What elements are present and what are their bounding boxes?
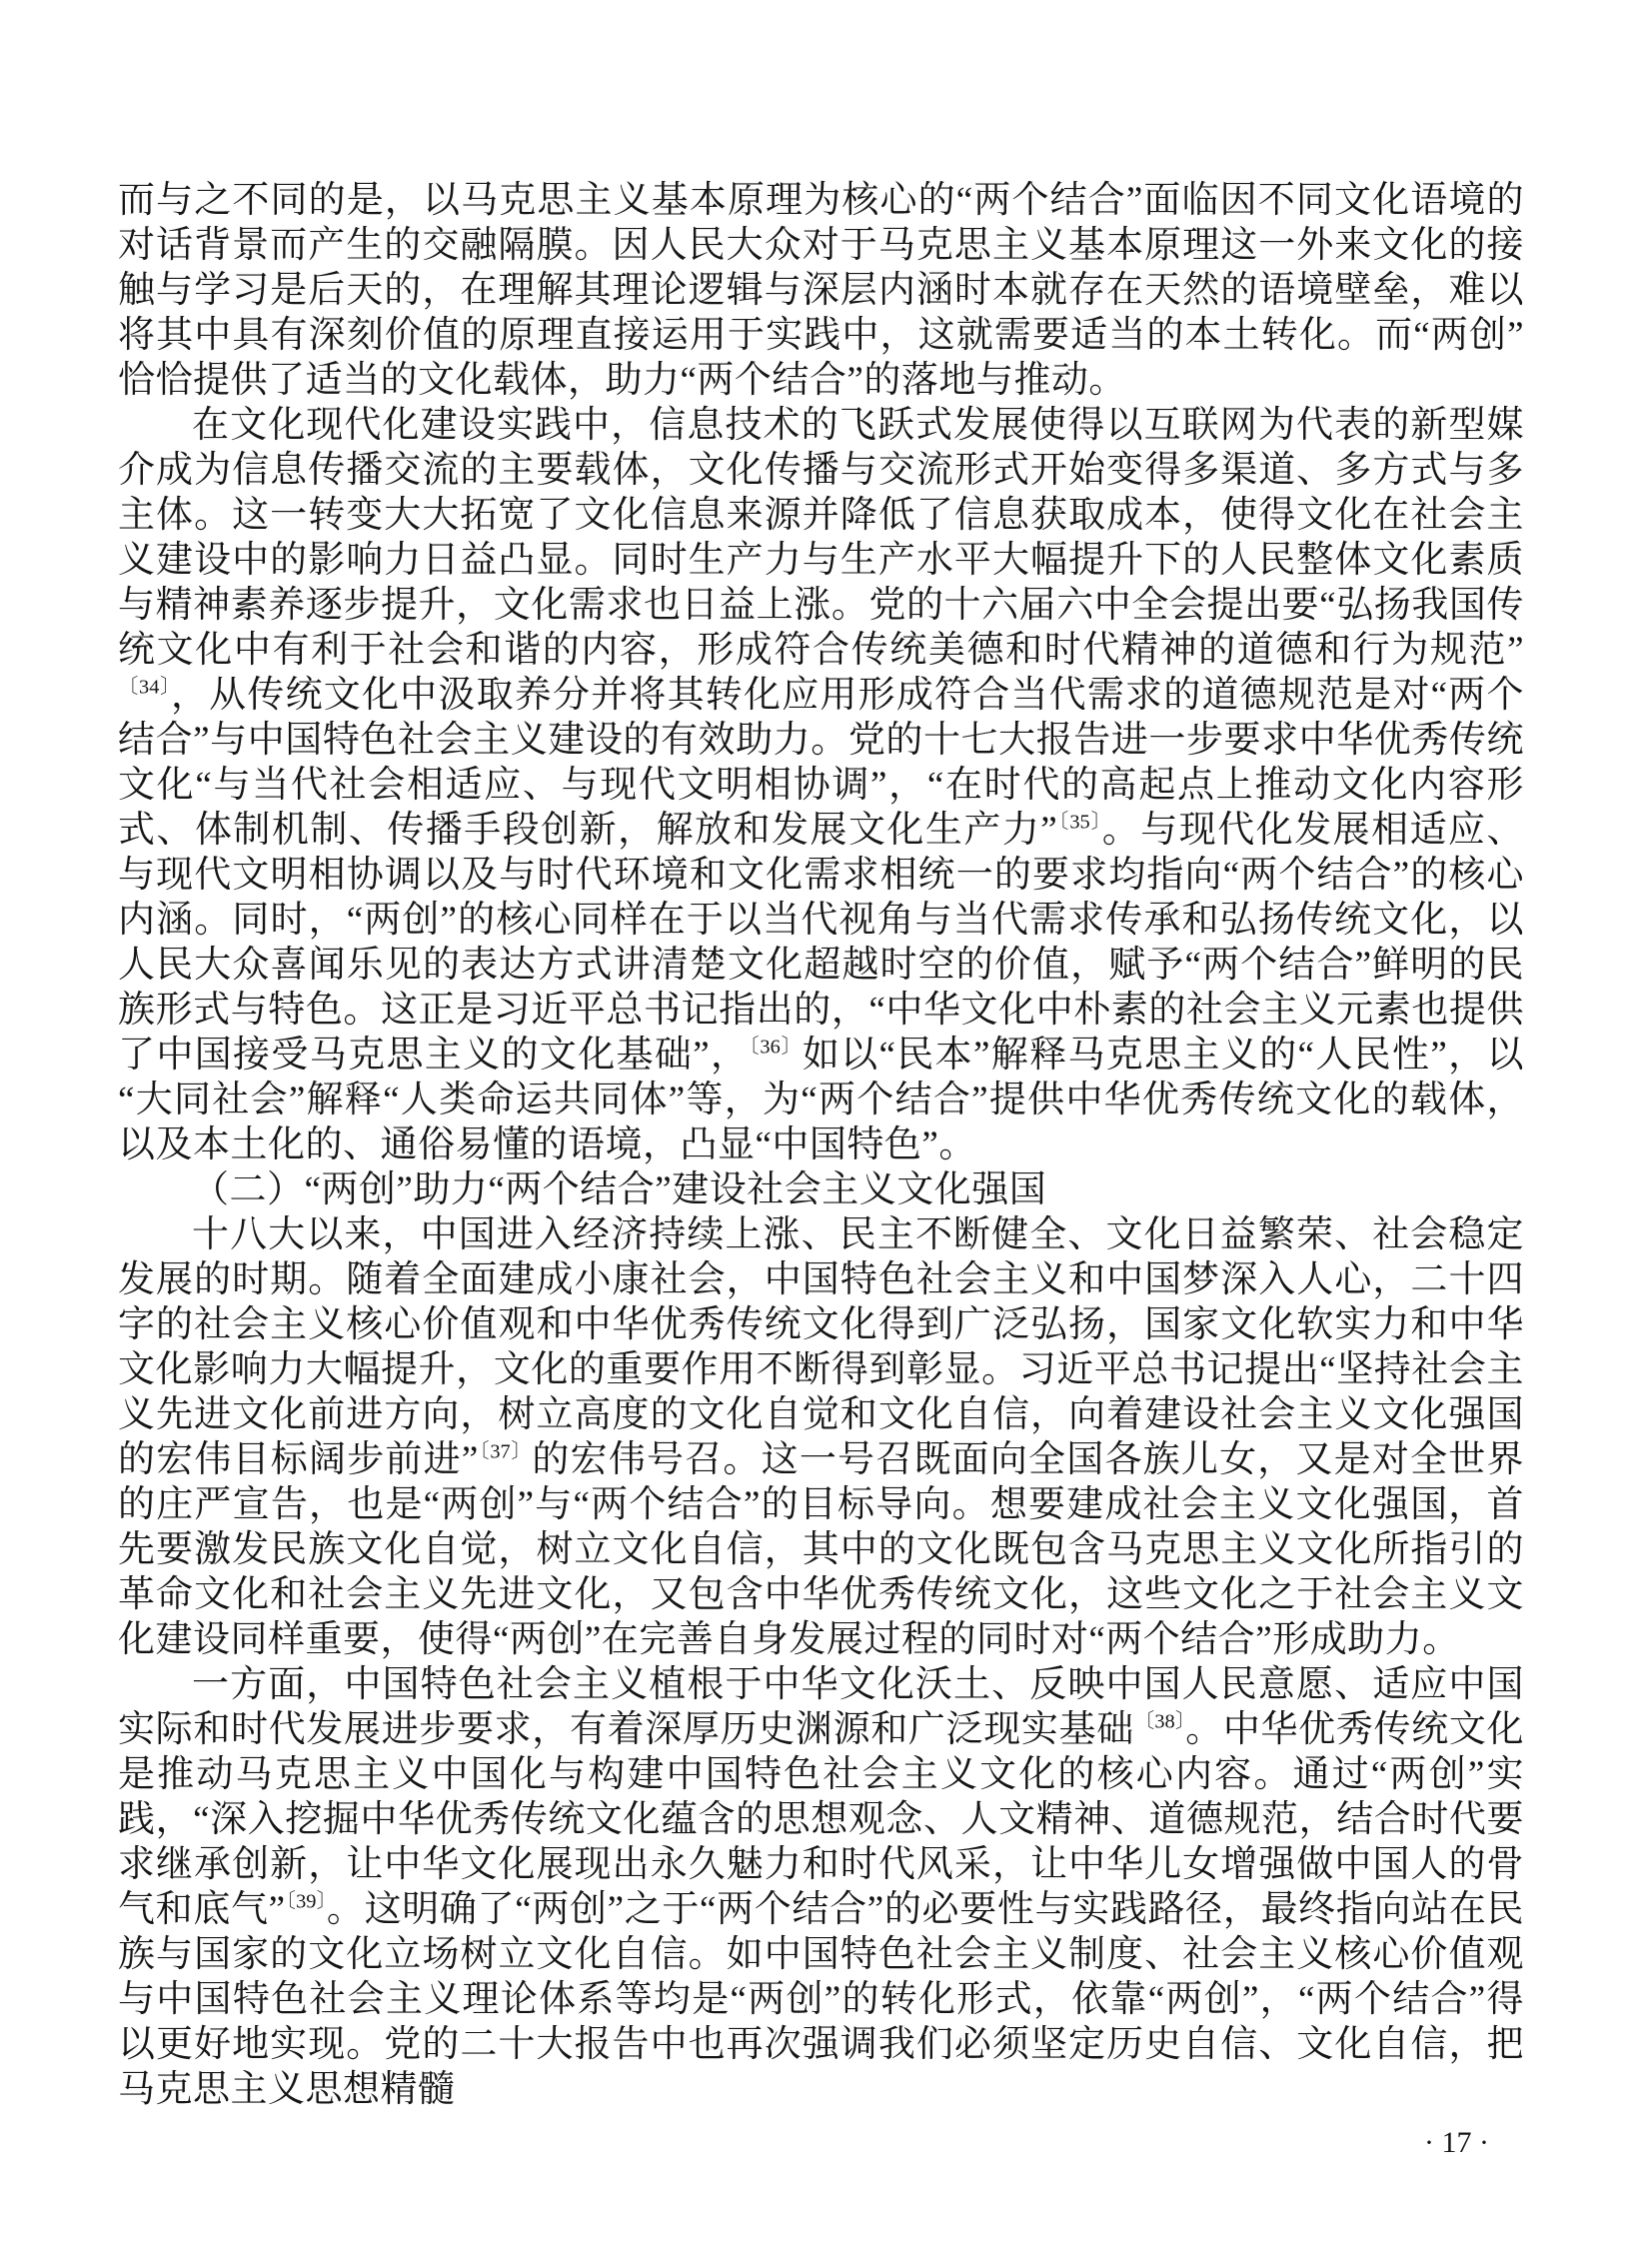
citation-ref: 〔39〕 (285, 1890, 327, 1913)
section-heading: （二）“两创”助力“两个结合”建设社会主义文化强国 (192, 1169, 1047, 1210)
citation-ref: 〔38〕 (1133, 1710, 1186, 1733)
citation-ref: 〔34〕 (118, 676, 171, 699)
paragraph: 在文化现代化建设实践中，信息技术的飞跃式发展使得以互联网为代表的新型媒介成为信息传播交流的主要载体，文化传播与交流形式开始变得多渠道、多方式与多主体。这一转变大大拓宽了文化信息来源并降低了信息获取成本，使得文化在社会主义建设中的影响力日益凸显。同时生产力与生产水平大幅提升下的人民整体文化素质与精神素养逐步提升，文化需求也日益上涨。党的十六届六中全会提出要“弘扬我国传统文化中有利于社会和谐的内容，形成符合传统美德和时代精神的道德和行为规范”$^{〔34〕}$，从传统文化中汲取养分并将其转化应用形成符合当代需求的道德规范是对“两个结合”与中国特色社会主义建设的有效助力。党的十七大报告进一步要求中华优秀传统文化“与当代社会相适应、与现代文明相协调”，“在时代的高起点上推动文化内容形式、体制机制、传播手段创新，解放和发展文化生产力”$^{〔35〕}$。与现代化发展相适应、与现代文明相协调以及与时代环境和文化需求相统一的要求均指向“两个结合”的核心内涵。同时，“两创”的核心同样在于以当代视角与当代需求传承和弘扬传统文化，以人民大众喜闻乐见的表达方式讲清楚文化超越时空的价值，赋予“两个结合”鲜明的民族形式与特色。这正是习近平总书记指出的，“中华文化中朴素的社会主义元素也提供了中国接受马克思主义的文化基础”，$^{〔36〕}$如以“民本”解释马克思主义的“人民性”，以“大同社会”解释“人类命运共同体”等，为“两个结合”提供中华优秀传统文化的载体，以及本土化的、通俗易懂的语境，凸显“中国特色”。 (118, 405, 1525, 1165)
citation-ref: 〔35〕 (1057, 811, 1102, 834)
citation-ref: 〔37〕 (478, 1440, 533, 1463)
paragraph: 一方面，中国特色社会主义植根于中华文化沃土、反映中国人民意愿、适应中国实际和时代发展进步要求，有着深厚历史渊源和广泛现实基础$^{〔38〕}$。中华优秀传统文化是推动马克思主义中国化与构建中国特色社会主义文化的核心内容。通过“两创”实践，“深入挖掘中华优秀传统文化蕴含的思想观念、人文精神、道德规范，结合时代要求继承创新，让中华文化展现出永久魅力和时代风采，让中华儿女增强做中国人的骨气和底气”$^{〔39〕}$。这明确了“两创”之于“两个结合”的必要性与实践路径，最终指向站在民族与国家的文化立场树立文化自信。如中国特色社会主义制度、社会主义核心价值观与中国特色社会主义理论体系等均是“两创”的转化形式，依靠“两创”，“两个结合”得以更好地实现。党的二十大报告中也再次强调我们必须坚定历史自信、文化自信，把马克思主义思想精髓 (118, 1664, 1525, 2110)
paragraph: 而与之不同的是，以马克思主义基本原理为核心的“两个结合”面临因不同文化语境的对话背景而产生的交融隔膜。因人民大众对于马克思主义基本原理这一外来文化的接触与学习是后天的，在理解其理论逻辑与深层内涵时本就存在天然的语境壁垒，难以将其中具有深刻价值的原理直接运用于实践中，这就需要适当的本土转化。而“两创”恰恰提供了适当的文化载体，助力“两个结合”的落地与推动。 (118, 180, 1524, 401)
article-body (118, 178, 1524, 2112)
paragraph: 十八大以来，中国进入经济持续上涨、民主不断健全、文化日益繁荣、社会稳定发展的时期。随着全面建成小康社会，中国特色社会主义和中国梦深入人心，二十四字的社会主义核心价值观和中华优秀传统文化得到广泛弘扬，国家文化软实力和中华文化影响力大幅提升，文化的重要作用不断得到彰显。习近平总书记提出“坚持社会主义先进文化前进方向，树立高度的文化自觉和文化自信，向着建设社会主义文化强国的宏伟目标阔步前进”$^{〔37〕}$的宏伟号召。这一号召既面向全国各族儿女，又是对全世界的庄严宣告，也是“两创”与“两个结合”的目标导向。想要建成社会主义文化强国，首先要激发民族文化自觉，树立文化自信，其中的文化既包含马克思主义文化所指引的革命文化和社会主义先进文化，又包含中华优秀传统文化，这些文化之于社会主义文化建设同样重要，使得“两创”在完善自身发展过程的同时对“两个结合”形成助力。 (118, 1214, 1524, 1660)
citation-ref: 〔36〕 (749, 1036, 803, 1059)
page-number: · 17 · (1424, 2126, 1489, 2159)
